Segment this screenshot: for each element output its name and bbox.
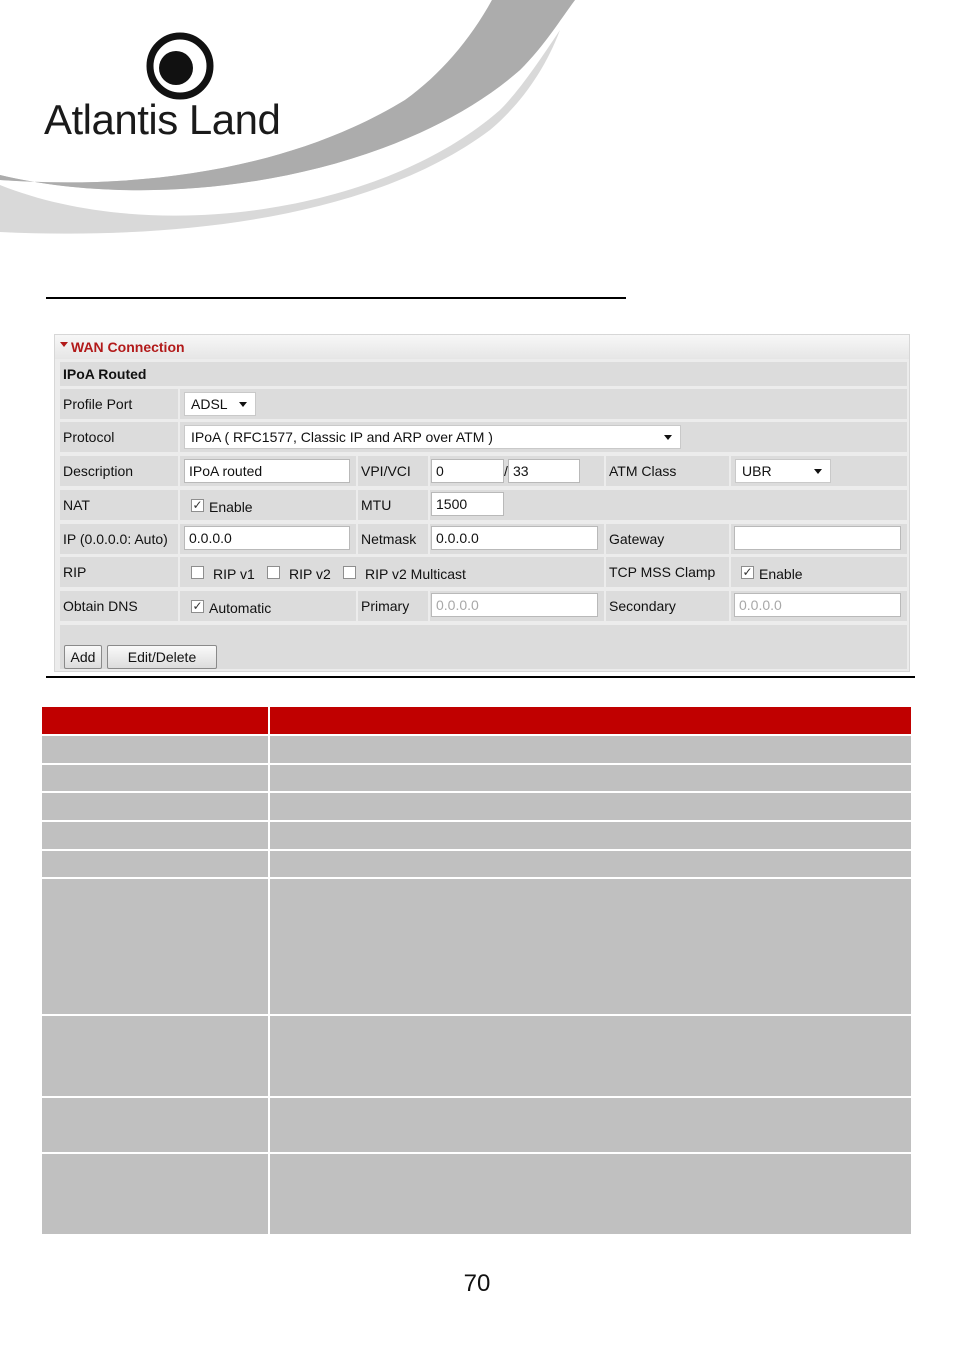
section-title-rule (46, 297, 626, 299)
table-cell (270, 736, 911, 763)
dns-automatic-label: Automatic (209, 600, 272, 616)
panel-bottom-rule (46, 676, 915, 678)
profile-port-label: Profile Port (60, 389, 178, 419)
vci-input[interactable]: 33 (508, 459, 580, 483)
nat-enable-label: Enable (209, 499, 253, 515)
table-row (42, 851, 911, 877)
wan-connection-title: WAN Connection (71, 339, 185, 355)
tcp-mss-clamp-cell (731, 557, 907, 587)
ip-label: IP (0.0.0.0: Auto) (60, 524, 178, 554)
brand-logo-text: Atlantis Land (44, 96, 281, 143)
table-header-cell (42, 707, 268, 734)
table-cell (270, 822, 911, 849)
netmask-label: Netmask (358, 524, 428, 554)
vpi-input[interactable]: 0 (431, 459, 504, 483)
table-row (42, 765, 911, 791)
table-cell (270, 1098, 911, 1152)
ip-input[interactable]: 0.0.0.0 (184, 526, 350, 550)
vpi-vci-label: VPI/VCI (358, 456, 428, 486)
profile-port-select[interactable] (184, 392, 256, 416)
tcp-mss-clamp-label: TCP MSS Clamp (606, 557, 729, 587)
secondary-dns-input[interactable]: 0.0.0.0 (734, 593, 901, 617)
table-cell (270, 1016, 911, 1096)
table-cell (270, 879, 911, 1014)
table-row (42, 1016, 911, 1096)
chevron-down-icon (664, 435, 672, 440)
add-button[interactable]: Add (64, 645, 102, 669)
vpi-vci-separator: / (504, 463, 508, 479)
nat-enable-checkbox[interactable]: ✓ (192, 498, 203, 512)
tcp-mss-enable-checkbox[interactable]: ✓ (742, 565, 753, 579)
wan-connection-panel (54, 334, 910, 672)
collapse-triangle-icon[interactable] (60, 342, 68, 347)
table-cell (270, 765, 911, 791)
protocol-label: Protocol (60, 422, 178, 452)
mtu-label: MTU (358, 490, 428, 520)
table-header-row (42, 707, 911, 734)
table-cell (42, 1154, 268, 1234)
description-input[interactable]: IPoA routed (184, 459, 350, 483)
rip-v1-label: RIP v1 (213, 566, 255, 582)
nat-cell (180, 490, 356, 520)
table-cell (42, 1098, 268, 1152)
edit-delete-button[interactable]: Edit/Delete (107, 645, 217, 669)
profile-port-value: ADSL (191, 396, 228, 412)
rip-label: RIP (60, 557, 178, 587)
table-row (42, 736, 911, 763)
primary-dns-input[interactable]: 0.0.0.0 (431, 593, 598, 617)
netmask-input[interactable]: 0.0.0.0 (431, 526, 598, 550)
wan-connection-header[interactable] (55, 335, 909, 359)
mtu-input[interactable]: 1500 (431, 492, 504, 516)
atm-class-value: UBR (742, 463, 772, 479)
primary-dns-label: Primary (358, 591, 428, 621)
table-cell (42, 1016, 268, 1096)
rip-v2-checkbox[interactable] (267, 566, 280, 579)
table-cell (42, 736, 268, 763)
table-row (42, 793, 911, 820)
table-row (42, 822, 911, 849)
gateway-input[interactable] (734, 526, 901, 550)
dns-automatic-checkbox[interactable]: ✓ (192, 599, 203, 613)
table-cell (270, 793, 911, 820)
profile-port-cell (180, 389, 907, 419)
table-cell (42, 793, 268, 820)
table-cell (270, 1154, 911, 1234)
rip-v2-multicast-label: RIP v2 Multicast (365, 566, 466, 582)
table-cell (42, 822, 268, 849)
obtain-dns-label: Obtain DNS (60, 591, 178, 621)
tcp-mss-enable-label: Enable (759, 566, 803, 582)
table-row (42, 1098, 911, 1152)
table-cell (42, 765, 268, 791)
atm-class-select[interactable] (735, 459, 831, 483)
description-label: Description (60, 456, 178, 486)
rip-v2-label: RIP v2 (289, 566, 331, 582)
nat-label: NAT (60, 490, 178, 520)
atm-class-label: ATM Class (606, 456, 729, 486)
secondary-dns-label: Secondary (606, 591, 729, 621)
chevron-down-icon (239, 402, 247, 407)
rip-v2-multicast-checkbox[interactable] (343, 566, 356, 579)
rip-v1-checkbox[interactable] (191, 566, 204, 579)
table-row (42, 879, 911, 1014)
table-header-cell (270, 707, 911, 734)
table-cell (42, 879, 268, 1014)
protocol-select[interactable] (184, 425, 681, 449)
table-cell (270, 851, 911, 877)
table-cell (42, 851, 268, 877)
page-number: 70 (463, 1270, 491, 1297)
gateway-label: Gateway (606, 524, 729, 554)
section-title-ipoa-routed: IPoA Routed (60, 362, 907, 386)
table-row (42, 1154, 911, 1234)
protocol-value: IPoA ( RFC1577, Classic IP and ARP over ATM ) (191, 429, 493, 445)
chevron-down-icon (814, 469, 822, 474)
